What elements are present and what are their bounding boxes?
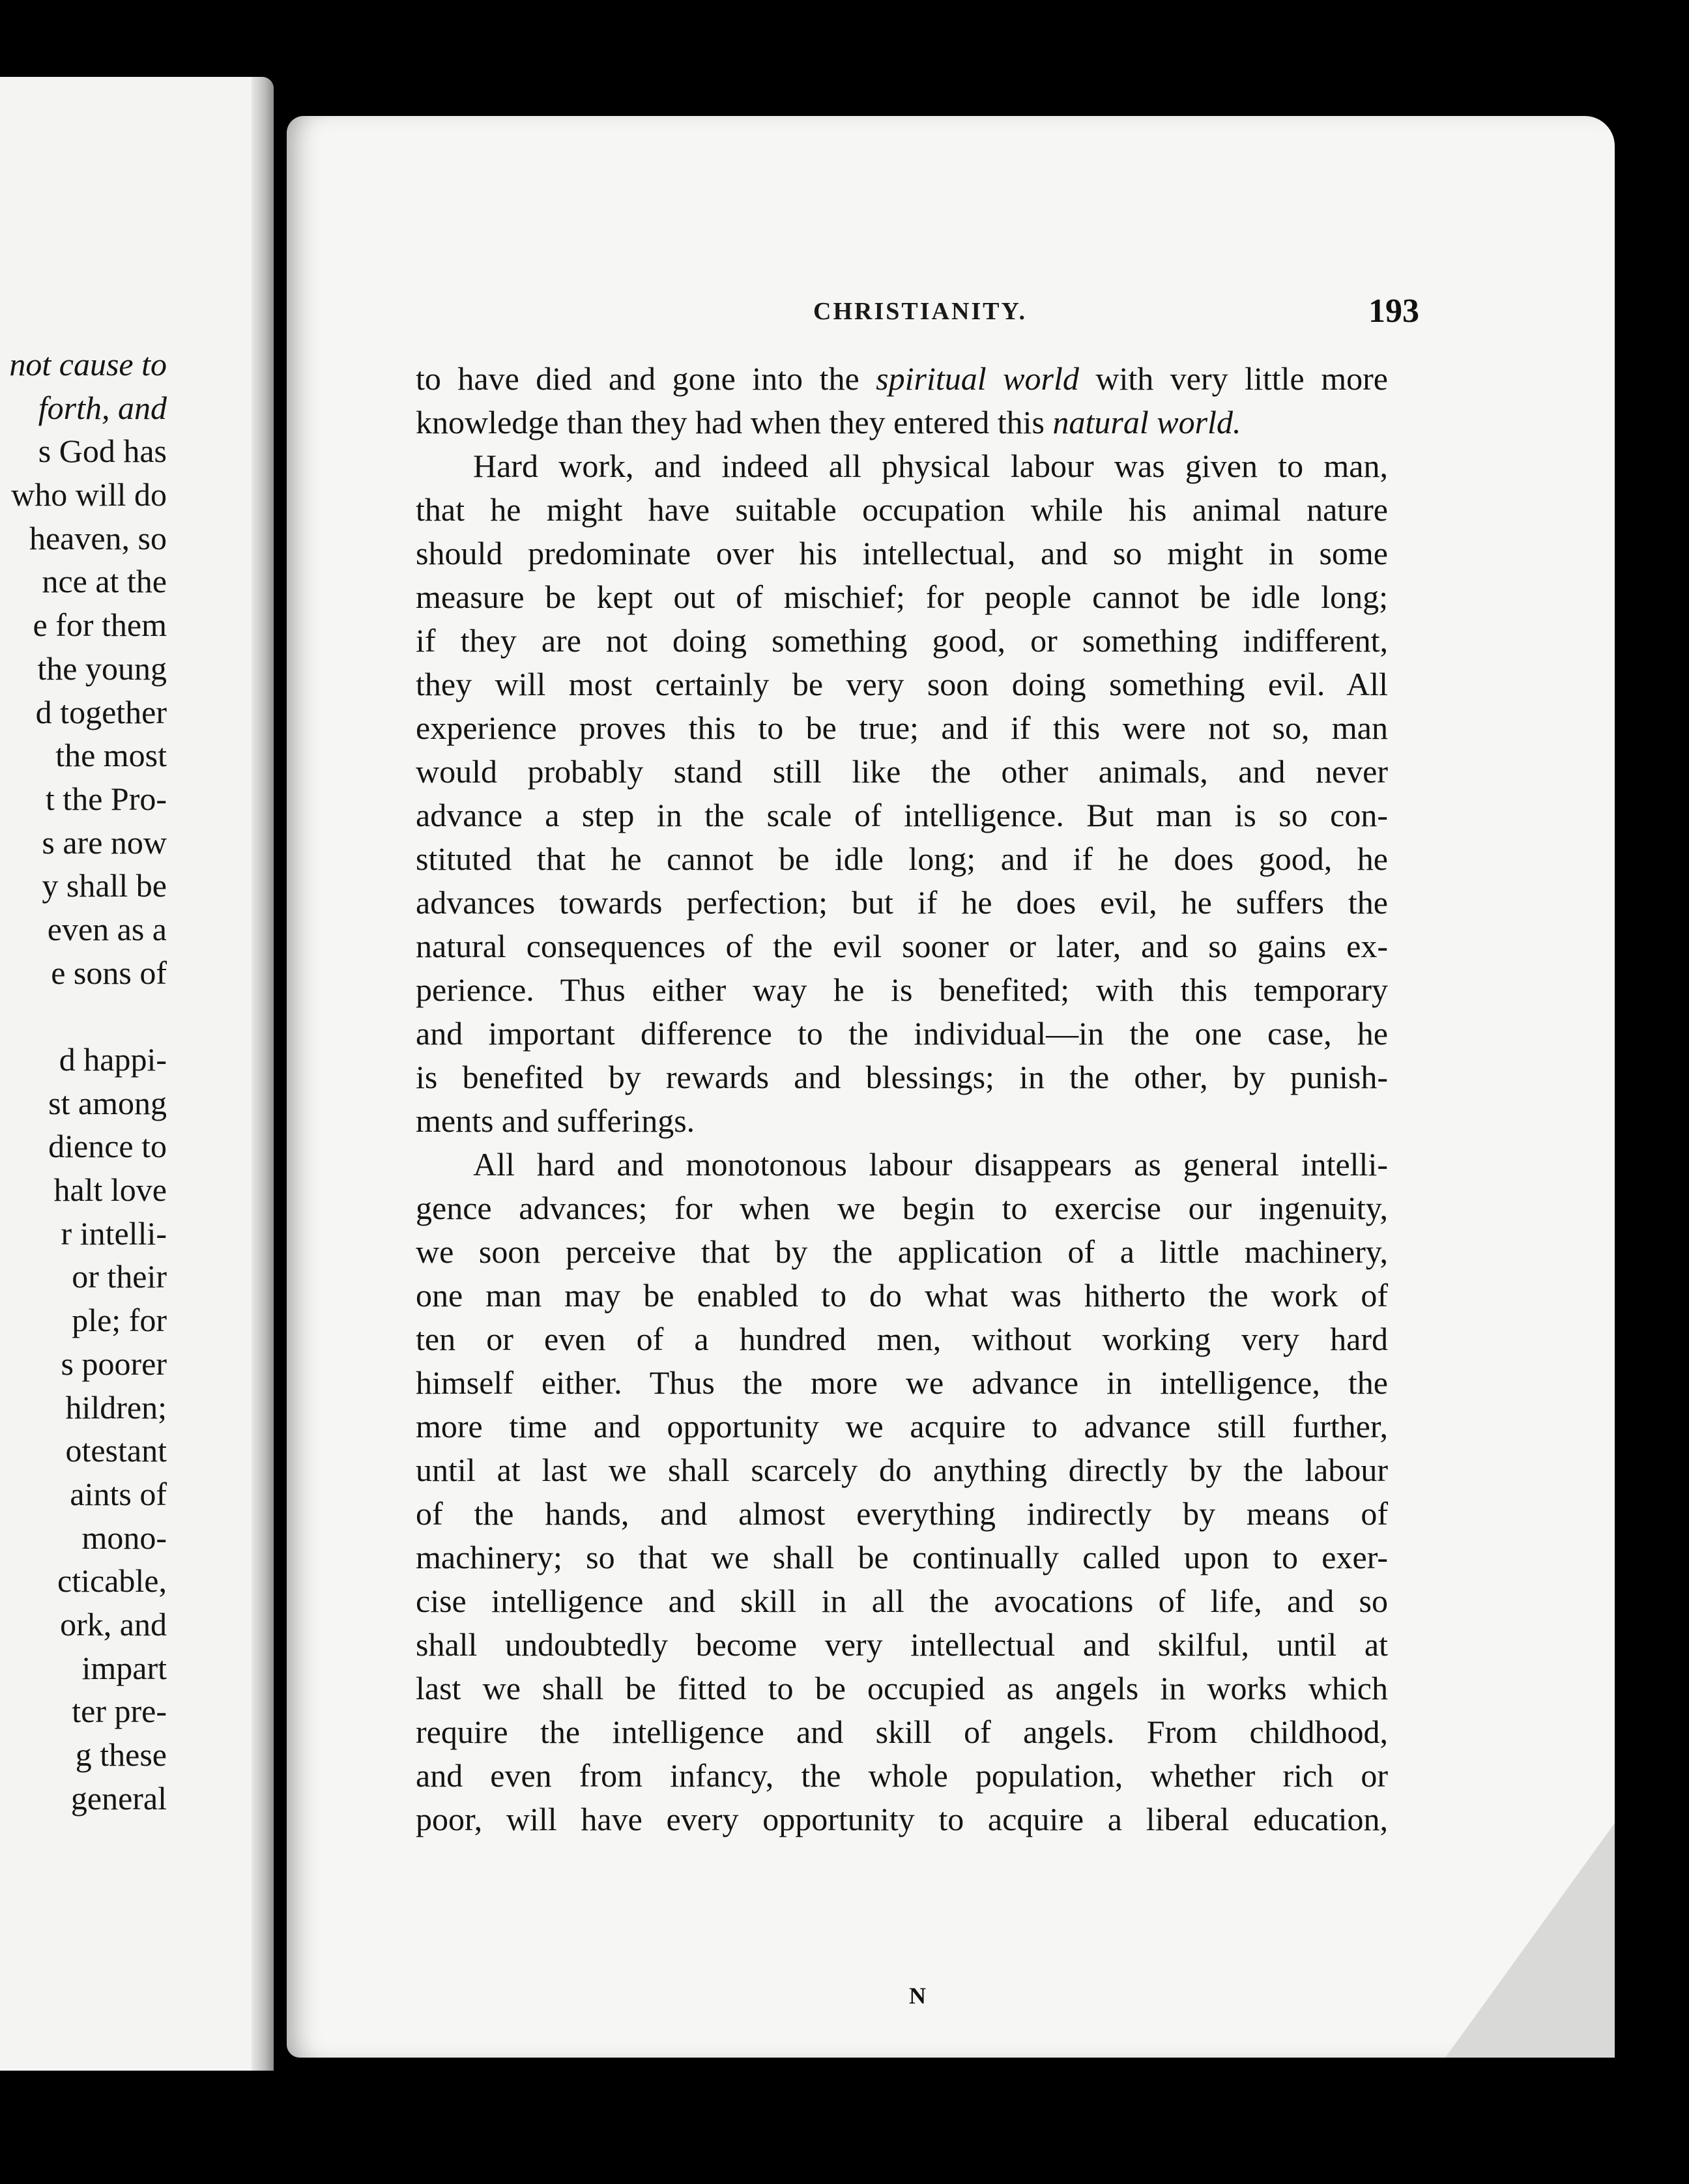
text-line	[416, 401, 1388, 444]
italic-text-run: spiritual world	[876, 360, 1079, 397]
text-run: to have died and gone into the	[416, 360, 876, 397]
text-run: advance a step in the scale of intelligence. But man is so con-	[416, 797, 1388, 833]
left-text-line: impart	[81, 1649, 167, 1686]
text-run: natural consequences of the evil sooner or later, and so gains ex-	[416, 928, 1388, 964]
left-text-line: cticable,	[57, 1562, 167, 1600]
left-text-line: r intelli-	[61, 1214, 167, 1252]
text-line	[416, 1230, 1388, 1274]
text-line	[416, 1143, 1388, 1186]
text-line	[416, 1012, 1388, 1056]
left-text-line: st among	[48, 1084, 167, 1121]
page-number: 193	[1368, 293, 1419, 330]
left-text-line: who will do	[11, 476, 167, 513]
text-line	[416, 619, 1388, 663]
text-run: until at last we shall scarcely do anything directly by the labour	[416, 1452, 1388, 1488]
left-text-line: the most	[55, 737, 167, 774]
text-line	[416, 837, 1388, 881]
left-text-line: t the Pro-	[45, 780, 167, 817]
body-text	[416, 357, 1388, 1841]
text-line	[416, 1754, 1388, 1798]
left-text-line: ple; for	[72, 1302, 167, 1339]
text-line	[416, 750, 1388, 794]
signature-mark: N	[909, 1983, 926, 2009]
left-text-line: ork, and	[60, 1605, 167, 1643]
text-line	[416, 1579, 1388, 1623]
text-run: shall undoubtedly become very intellectual and skilful, until at	[416, 1626, 1388, 1663]
left-text-line: or their	[72, 1258, 167, 1295]
right-page	[287, 116, 1615, 2058]
text-run: that he might have suitable occupation while his animal nature	[416, 491, 1388, 528]
text-run: and important difference to the individual—in the one case, he	[416, 1015, 1388, 1052]
left-text-line: hildren;	[65, 1388, 167, 1426]
text-line	[416, 1405, 1388, 1448]
text-line	[416, 1361, 1388, 1405]
text-run: stituted that he cannot be idle long; and if he does good, he	[416, 841, 1388, 877]
left-text-line: s are now	[42, 824, 167, 861]
text-line	[416, 1186, 1388, 1230]
left-text-line: halt love	[53, 1171, 167, 1209]
text-run: they will most certainly be very soon doing something evil. All	[416, 666, 1388, 702]
text-line	[416, 925, 1388, 968]
text-line	[416, 968, 1388, 1012]
left-text-line: y shall be	[42, 867, 167, 904]
text-run: if they are not doing something good, or something indifferent,	[416, 622, 1388, 659]
text-run: ments and sufferings.	[416, 1102, 695, 1139]
text-run: should predominate over his intellectual, and so might in some	[416, 535, 1388, 571]
running-head	[287, 292, 1615, 338]
left-text-line: aints of	[70, 1475, 167, 1512]
text-run: more time and opportunity we acquire to advance still further,	[416, 1408, 1388, 1444]
text-line	[416, 1536, 1388, 1579]
text-line	[416, 1623, 1388, 1667]
text-run: knowledge than they had when they entered this	[416, 404, 1053, 440]
text-line	[416, 1492, 1388, 1536]
text-run: would probably stand still like the other animals, and never	[416, 753, 1388, 790]
text-run: advances towards perfection; but if he does evil, he suffers the	[416, 884, 1388, 921]
text-line	[416, 1317, 1388, 1361]
text-line	[416, 488, 1388, 532]
text-run: poor, will have every opportunity to acquire a liberal education,	[416, 1801, 1388, 1837]
text-line	[416, 706, 1388, 750]
text-run: we soon perceive that by the application of a little machinery,	[416, 1233, 1388, 1270]
left-text-line: e sons of	[51, 954, 167, 991]
text-line	[416, 1667, 1388, 1710]
text-run: himself either. Thus the more we advance in intelligence, the	[416, 1364, 1388, 1401]
text-line	[416, 881, 1388, 925]
left-text-line: heaven, so	[29, 519, 167, 556]
text-run: ten or even of a hundred men, without working very hard	[416, 1321, 1388, 1357]
text-run: All hard and monotonous labour disappears as general intelli-	[473, 1146, 1388, 1183]
left-text-line: ter pre-	[72, 1693, 167, 1730]
left-facing-page	[0, 77, 274, 2071]
text-line	[416, 794, 1388, 837]
text-run: perience. Thus either way he is benefited; with this temporary	[416, 971, 1388, 1008]
page-gutter	[252, 77, 274, 2071]
text-run: require the intelligence and skill of angels. From childhood,	[416, 1714, 1388, 1750]
text-run: measure be kept out of mischief; for people cannot be idle long;	[416, 579, 1388, 615]
left-text-line: dience to	[48, 1128, 167, 1165]
left-text-line: d together	[35, 693, 167, 730]
text-run: cise intelligence and skill in all the avocations of life, and so	[416, 1583, 1388, 1619]
italic-text-run: natural world.	[1052, 404, 1241, 440]
text-line	[416, 575, 1388, 619]
left-text-line: the young	[37, 650, 167, 687]
text-line	[416, 1710, 1388, 1754]
left-text-line: g these	[75, 1736, 167, 1773]
left-text-line: s poorer	[61, 1345, 167, 1382]
text-run: gence advances; for when we begin to exercise our ingenuity,	[416, 1190, 1388, 1226]
text-line	[416, 1056, 1388, 1099]
text-run: experience proves this to be true; and if this were not so, man	[416, 710, 1388, 746]
text-line	[416, 663, 1388, 706]
left-text-line: even as a	[47, 910, 167, 947]
text-run: with very little more	[1078, 360, 1388, 397]
text-line	[416, 444, 1388, 488]
left-text-line: d happi-	[59, 1041, 167, 1078]
text-run: one man may be enabled to do what was hitherto the work of	[416, 1277, 1388, 1314]
text-run: machinery; so that we shall be continually called upon to exer-	[416, 1539, 1388, 1575]
left-text-line: s God has	[38, 433, 167, 470]
left-text-line: nce at the	[42, 563, 167, 600]
left-text-line: general	[70, 1779, 167, 1817]
text-run: last we shall be fitted to be occupied as angels in works which	[416, 1670, 1388, 1706]
left-text-line	[0, 994, 167, 1038]
text-line	[416, 1099, 1388, 1143]
left-text-line: not cause to	[9, 346, 167, 382]
running-head-title: CHRISTIANITY.	[813, 298, 1027, 325]
text-line	[416, 1448, 1388, 1492]
text-line	[416, 532, 1388, 575]
text-line	[416, 1274, 1388, 1317]
left-text-line: otestant	[65, 1432, 167, 1469]
text-run: of the hands, and almost everything indirectly by means of	[416, 1495, 1388, 1532]
text-line	[416, 357, 1388, 401]
page-corner-fold	[1445, 1823, 1615, 2058]
left-text-line: mono-	[81, 1519, 167, 1556]
left-text-line: forth, and	[38, 389, 167, 426]
text-line	[416, 1798, 1388, 1841]
text-run: Hard work, and indeed all physical labour was given to man,	[473, 448, 1388, 484]
left-page-text	[0, 343, 167, 1820]
text-run: is benefited by rewards and blessings; in the other, by punish-	[416, 1059, 1388, 1095]
left-text-line: e for them	[33, 607, 167, 644]
text-run: and even from infancy, the whole population, whether rich or	[416, 1757, 1388, 1794]
